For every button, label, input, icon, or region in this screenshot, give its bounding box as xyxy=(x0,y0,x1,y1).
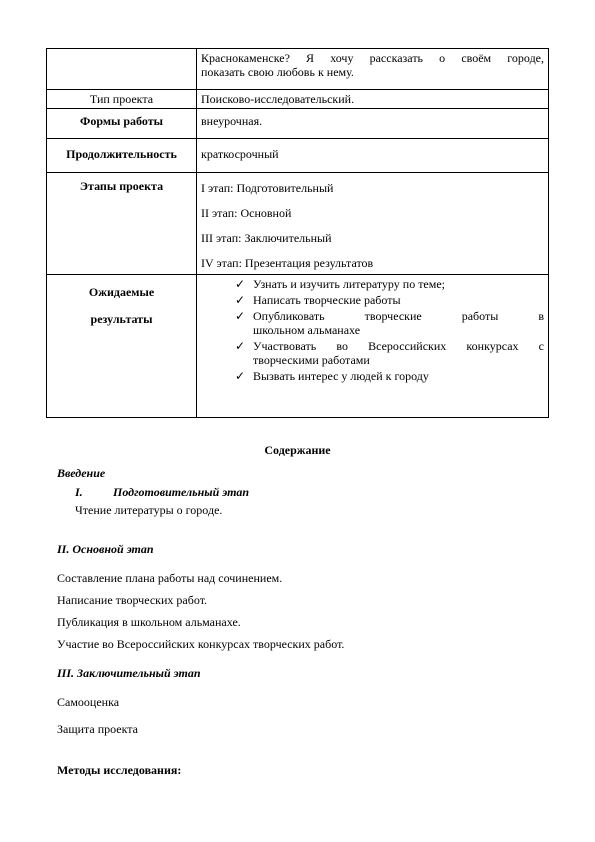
stage3-heading: III. Заключительный этап xyxy=(57,666,201,680)
stage2-heading: II. Основной этап xyxy=(57,542,154,556)
table-row xyxy=(47,90,549,109)
stages-label: Этапы проекта xyxy=(47,173,197,275)
stages-list xyxy=(197,173,549,275)
stage-item: IV этап: Презентация результатов xyxy=(201,256,374,270)
table-cell-empty xyxy=(47,49,197,90)
stage3-item: Самооценка xyxy=(57,695,120,709)
table-row xyxy=(47,173,549,275)
stage2-item: Написание творческих работ. xyxy=(57,593,208,607)
checkmark-icon: ✓ xyxy=(235,369,246,383)
stage-item: I этап: Подготовительный xyxy=(201,181,334,195)
stage2-item: Участие во Всероссийских конкурсах творческих работ. xyxy=(57,637,345,651)
expected-results-label xyxy=(47,275,197,418)
stage2-item: Составление плана работы над сочинением. xyxy=(57,571,283,585)
list-item: ✓ Написать творческие работы xyxy=(235,293,401,307)
work-forms-value: внеурочная. xyxy=(197,109,549,139)
stage3-item: Защита проекта xyxy=(57,722,138,736)
project-type-label: Тип проекта xyxy=(47,90,197,109)
expected-results-list xyxy=(197,275,549,418)
duration-label: Продолжительность xyxy=(47,139,197,173)
expected-results-label-line1: Ожидаемые xyxy=(88,285,155,299)
methods-heading: Методы исследования: xyxy=(57,763,182,777)
table-cell-intro xyxy=(197,49,549,90)
table-row xyxy=(47,275,549,418)
list-item: ✓ Узнать и изучить литературу по теме; xyxy=(235,277,446,291)
intro-heading: Введение xyxy=(57,466,106,480)
table-row xyxy=(47,139,549,173)
project-table xyxy=(46,48,549,418)
stage-item: II этап: Основной xyxy=(201,206,292,220)
work-forms-label: Формы работы xyxy=(47,109,197,139)
stage1-item: Чтение литературы о городе. xyxy=(75,503,223,517)
table-row xyxy=(47,109,549,139)
duration-value: краткосрочный xyxy=(197,139,549,173)
expected-results-label-line2: результаты xyxy=(90,312,153,326)
checkmark-icon: ✓ xyxy=(235,277,246,291)
stage1-heading xyxy=(75,485,250,500)
checkmark-icon: ✓ xyxy=(235,309,246,323)
list-item: ✓ Вызвать интерес у людей к городу xyxy=(235,369,429,383)
intro-line-2: показать свою любовь к нему. xyxy=(201,65,354,79)
project-type-value: Поисково-исследовательский. xyxy=(197,90,549,109)
stage1-title: Подготовительный этап xyxy=(113,485,250,499)
stage-item: III этап: Заключительный xyxy=(201,231,332,245)
content-title: Содержание xyxy=(264,443,331,457)
checkmark-icon: ✓ xyxy=(235,339,246,353)
list-item: ✓ Участвовать во Всероссийских конкурсах с творческими работами xyxy=(235,339,544,367)
checkmark-icon: ✓ xyxy=(235,293,246,307)
table-row xyxy=(47,49,549,90)
intro-line-1: Краснокаменске? Я хочу рассказать о своём городе, xyxy=(201,51,544,65)
stage1-number: I. xyxy=(75,485,83,499)
stage2-item: Публикация в школьном альманахе. xyxy=(57,615,241,629)
list-item: ✓ Опубликовать творческие работы в школьном альманахе xyxy=(235,309,544,337)
